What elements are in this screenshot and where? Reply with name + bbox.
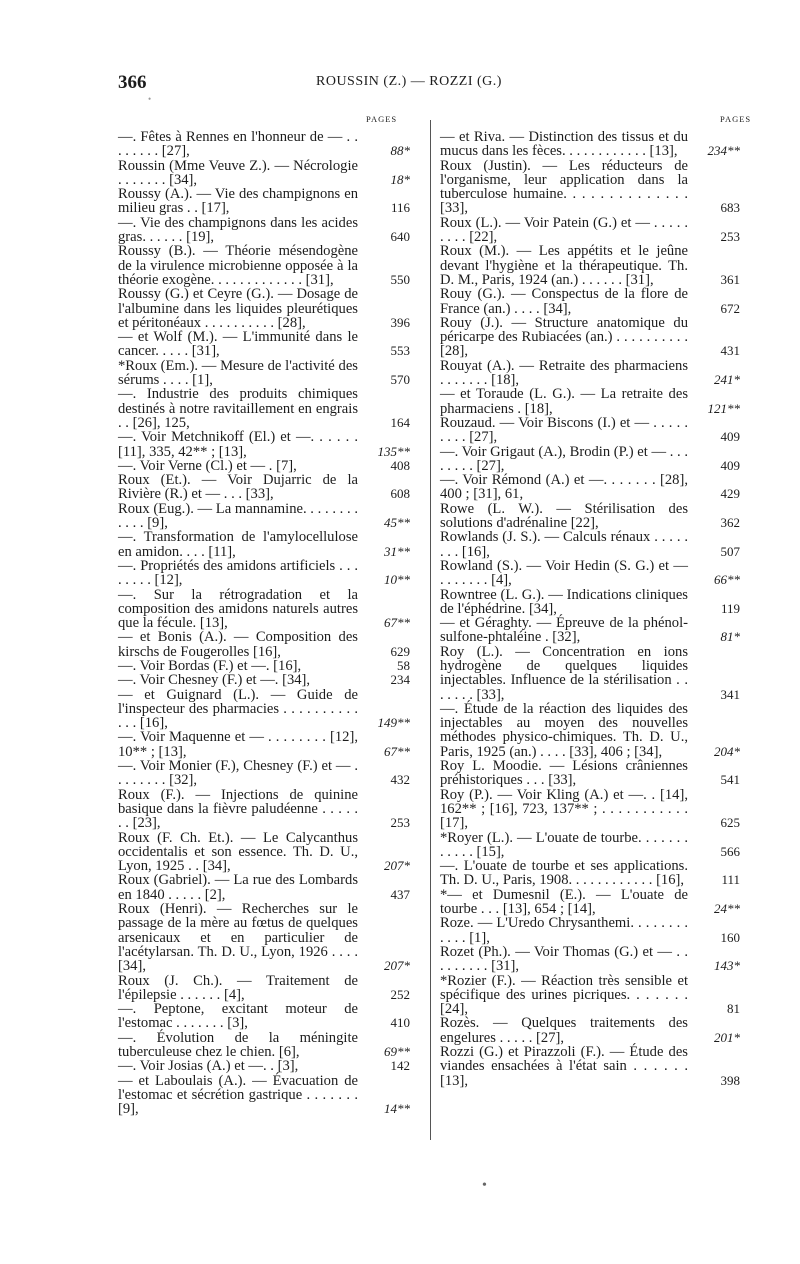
entry-page-ref: 31**	[384, 543, 410, 559]
entry-text: — et Bonis (A.). — Composition des kirschs de Fougerolles [16],	[118, 629, 358, 660]
entry-text: Roussy (B.). — Théorie mésendogène de la virulence microbienne opposée à la théorie exogène. . . . . . . . . . . . . [31],	[118, 243, 358, 288]
entry-page-ref: 409	[720, 457, 740, 473]
entry-page-ref: 683	[720, 200, 740, 216]
index-entry	[118, 902, 410, 973]
index-entry	[440, 287, 740, 316]
entry-page-ref: 201*	[714, 1029, 740, 1045]
entry-page-ref: 553	[390, 343, 410, 359]
entry-page-ref: 119	[720, 600, 740, 616]
index-entry	[440, 788, 740, 831]
entry-page-ref: 341	[720, 686, 740, 702]
entry-text: Rowntree (L. G.). — Indications cliniques de l'éphédrine. [34],	[440, 586, 688, 617]
entry-text: — et Laboulais (A.). — Évacuation de l'estomac et sécrétion gastrique . . . . . . . [9],	[118, 1072, 358, 1118]
entry-text: Rowlands (J. S.). — Calculs rénaux . . . . . . . . [16],	[440, 529, 688, 560]
footer-mark: •	[482, 1178, 487, 1193]
index-entry	[440, 316, 740, 359]
entry-text: Rouy (G.). — Conspectus de la flore de France (an.) . . . . [34],	[440, 286, 688, 317]
index-entry	[118, 759, 410, 788]
entry-text: Roussy (A.). — Vie des champignons en milieu gras . . [17],	[118, 186, 358, 217]
entry-text: Roze. — L'Uredo Chrysanthemi. . . . . . . . . . . . [1],	[440, 915, 688, 946]
entry-page-ref: 410	[390, 1015, 410, 1031]
entry-text: Roux (J. Ch.). — Traitement de l'épilepsie . . . . . . [4],	[118, 972, 358, 1003]
entry-text: Roux (Henri). — Recherches sur le passage de la mère au fœtus de quelques arsenicaux et en particulier de l'acétylarsan. Th. D. U., Lyon, 1926 . . . . [34],	[118, 901, 358, 975]
index-entry	[440, 831, 740, 860]
entry-page-ref: 361	[720, 271, 740, 287]
entry-page-ref: 160	[720, 929, 740, 945]
entry-page-ref: 143*	[714, 958, 740, 974]
entry-text: Rowland (S.). — Voir Hedin (S. G.) et — . . . . . . . [4],	[440, 557, 688, 589]
entry-page-ref: 437	[390, 886, 410, 902]
entry-text: —. Évolution de la méningite tuberculeuse chez le chien. [6],	[118, 1029, 358, 1060]
entry-page-ref: 66**	[714, 572, 740, 588]
entry-text: —. Propriétés des amidons artificiels . . . . . . . . [12],	[118, 557, 358, 589]
page-number: 366	[118, 72, 147, 93]
entry-page-ref: 18*	[390, 171, 410, 187]
entry-text: *— et Dumesnil (E.). — L'ouate de tourbe . . . [13], 654 ; [14],	[440, 886, 688, 918]
index-entry	[118, 1074, 410, 1117]
entry-page-ref: 69**	[384, 1044, 410, 1059]
entry-page-ref: 81*	[720, 629, 740, 645]
entry-page-ref: 207*	[384, 858, 410, 874]
entry-page-ref: 14**	[384, 1101, 410, 1117]
entry-text: —. Voir Bordas (F.) et —. [16],	[118, 657, 302, 674]
index-entry	[118, 1002, 410, 1031]
entry-text: *Rozier (F.). — Réaction très sensible et spécifique des urines picriques. . . . . . . [24],	[440, 972, 688, 1018]
running-head: ROUSSIN (Z.) — ROZZI (G.)	[316, 74, 502, 89]
index-entry	[440, 559, 740, 588]
entry-text: Rouyat (A.). — Retraite des pharmaciens . . . . . . . [18],	[440, 357, 688, 389]
index-entry	[118, 730, 410, 759]
entry-page-ref: 116	[390, 200, 410, 216]
index-entry	[440, 974, 740, 1017]
entry-text: —. Peptone, excitant moteur de l'estomac . . . . . . . [3],	[118, 1001, 358, 1032]
entry-page-ref: 111	[721, 872, 740, 888]
entry-page-ref: 164	[390, 414, 410, 430]
entry-text: —. Voir Verne (Cl.) et — . [7],	[118, 457, 297, 474]
entry-text: Roy (P.). — Voir Kling (A.) et —. . [14], 162** ; [16], 723, 137** ; . . . . . . . . . . . [17],	[440, 786, 688, 832]
index-entry	[440, 416, 740, 445]
index-entry	[118, 473, 410, 502]
index-entry	[118, 459, 410, 473]
entry-page-ref: 207*	[384, 958, 410, 974]
index-entry	[440, 645, 740, 702]
entry-text: —. Voir Maquenne et — . . . . . . . . [12], 10** ; [13],	[118, 729, 358, 760]
entry-page-ref: 408	[390, 457, 410, 473]
entry-text: Roux (L.). — Voir Patein (G.) et — . . . . . . . . . [22],	[440, 214, 688, 246]
index-entry	[440, 530, 740, 559]
entry-text: Roux (Gabriel). — La rue des Lombards en 1840 . . . . . [2],	[118, 872, 358, 903]
entry-text: Rozzi (G.) et Pirazzoli (F.). — Étude des viandes ensachées à l'état sain . . . . . . [13],	[440, 1044, 688, 1089]
entry-page-ref: 67**	[384, 615, 410, 631]
index-entry	[118, 287, 410, 330]
index-entry	[118, 330, 410, 359]
entry-page-ref: 142	[390, 1058, 410, 1074]
index-entry	[118, 559, 410, 588]
index-entry	[118, 530, 410, 559]
index-entry	[440, 859, 740, 888]
entry-page-ref: 81	[727, 1001, 740, 1017]
entry-text: —. Vie des champignons dans les acides gras. . . . . . [19],	[118, 214, 358, 246]
entry-text: Rozet (Ph.). — Voir Thomas (G.) et — . . . . . . . . . [31],	[440, 943, 688, 975]
entry-page-ref: 121**	[707, 400, 740, 416]
entry-text: Roux (Et.). — Voir Dujarric de la Rivière (R.) et — . . . [33],	[118, 472, 358, 503]
entry-page-ref: 88*	[390, 143, 410, 159]
entry-text: Roux (Eug.). — La mannamine. . . . . . . . . . . . [9],	[118, 500, 358, 532]
pages-label-right: PAGES	[720, 114, 752, 124]
entry-text: Roux (F. Ch. Et.). — Le Calycanthus occidentalis et son essence. Th. D. U., Lyon, 1925 . . [34],	[118, 829, 358, 875]
index-entry	[440, 387, 740, 416]
entry-page-ref: 204*	[714, 743, 740, 759]
index-entry	[118, 788, 410, 831]
entry-page-ref: 431	[720, 343, 740, 359]
entry-page-ref: 362	[720, 515, 740, 531]
index-entry	[440, 216, 740, 245]
entry-text: Roux (F.). — Injections de quinine basique dans la fièvre paludéenne . . . . . . . [23],	[118, 786, 358, 832]
index-entry	[440, 159, 740, 216]
entry-text: Roussin (Mme Veuve Z.). — Nécrologie . . . . . . . [34],	[118, 157, 358, 188]
index-entry	[440, 130, 740, 159]
index-entry	[118, 831, 410, 874]
index-entry	[440, 244, 740, 287]
entry-text: — et Toraude (L. G.). — La retraite des pharmaciens . [18],	[440, 386, 688, 417]
index-entry	[440, 616, 740, 645]
entry-text: — et Riva. — Distinction des tissus et du mucus dans les fèces. . . . . . . . . . . . [13],	[440, 129, 688, 160]
entry-page-ref: 672	[720, 300, 740, 316]
entry-page-ref: 24**	[714, 901, 740, 917]
entry-text: *Royer (L.). — L'ouate de tourbe. . . . . . . . . . . . [15],	[440, 829, 688, 860]
index-entry	[440, 502, 740, 531]
entry-page-ref: 550	[390, 271, 410, 287]
index-entry	[118, 1031, 410, 1060]
entry-text: —. Étude de la réaction des liquides des injectables au moyen des nouvelles méthodes physico-chimiques. Th. D. U., Paris, 1925 (an.) . . . . [33], 406 ; [34],	[440, 700, 688, 760]
entry-text: — et Géraghty. — Épreuve de la phénol-sulfone-phtaléine . [32],	[440, 615, 688, 646]
column-divider	[430, 120, 431, 1140]
entry-text: — et Guignard (L.). — Guide de l'inspecteur des pharmacies . . . . . . . . . . . . . [16],	[118, 686, 358, 732]
entry-text: —. Voir Josias (A.) et —. . [3],	[118, 1058, 299, 1075]
entry-page-ref: 10**	[384, 572, 410, 588]
entry-page-ref: 570	[390, 372, 410, 388]
entry-text: —. Voir Chesney (F.) et —. [34],	[118, 672, 311, 689]
entry-text: —. L'ouate de tourbe et ses applications. Th. D. U., Paris, 1908. . . . . . . . . . . . [16],	[440, 858, 688, 889]
entry-page-ref: 608	[390, 486, 410, 502]
entry-page-ref: 241*	[714, 372, 740, 388]
entry-text: Rouzaud. — Voir Biscons (I.) et — . . . . . . . . . [27],	[440, 414, 688, 446]
entry-text: —. Sur la rétrogradation et la composition des amidons naturels autres que la fécule. [13],	[118, 586, 358, 632]
index-entry	[118, 130, 410, 159]
index-entry	[118, 1059, 410, 1073]
left-column	[118, 130, 410, 1116]
entry-text: —. Transformation de l'amylocellulose en amidon. . . . [11],	[118, 529, 358, 560]
entry-text: —. Voir Rémond (A.) et —. . . . . . . [28], 400 ; [31], 61,	[440, 472, 688, 503]
entry-text: — et Wolf (M.). — L'immunité dans le cancer. . . . . [31],	[118, 329, 358, 360]
index-entry	[118, 430, 410, 459]
entry-text: Roussy (G.) et Ceyre (G.). — Dosage de l'albumine dans les liquides pleurétiques et péritonéaux . . . . . . . . . . [28],	[118, 286, 358, 331]
entry-page-ref: 429	[720, 486, 740, 502]
entry-page-ref: 507	[720, 543, 740, 559]
entry-text: Rozès. — Quelques traitements des engelures . . . . . [27],	[440, 1015, 688, 1046]
index-entry	[118, 588, 410, 631]
entry-text: —. Voir Metchnikoff (El.) et —. . . . . . [11], 335, 42** ; [13],	[118, 429, 358, 460]
index-entry	[440, 1016, 740, 1045]
entry-page-ref: 253	[720, 229, 740, 245]
entry-text: Roux (M.). — Les appétits et le jeûne devant l'hygiène et la thérapeutique. Th. D. M., Paris, 1924 (an.) . . . . . . [31],	[440, 243, 688, 288]
pages-label-left: PAGES	[366, 114, 398, 124]
index-entry	[440, 945, 740, 974]
index-entry	[118, 873, 410, 902]
index-entry	[440, 702, 740, 759]
entry-text: Roux (Justin). — Les réducteurs de l'organisme, leur application dans la tuberculose humaine. . . . . . . . . . . . . . [33],	[440, 157, 688, 217]
index-entry	[118, 244, 410, 287]
entry-text: *Roux (Em.). — Mesure de l'activité des sérums . . . . [1],	[118, 357, 358, 389]
entry-page-ref: 625	[720, 815, 740, 831]
index-entry	[118, 159, 410, 188]
entry-page-ref: 566	[720, 843, 740, 859]
entry-page-ref: 58	[397, 657, 410, 673]
entry-page-ref: 396	[390, 314, 410, 330]
entry-page-ref: 432	[390, 772, 410, 788]
index-entry	[118, 630, 410, 659]
index-entry	[440, 588, 740, 617]
entry-page-ref: 409	[720, 429, 740, 445]
entry-text: —. Industrie des produits chimiques destinés à notre ravitaillement en engrais . . [26], 125,	[118, 386, 358, 431]
index-entry	[118, 659, 410, 673]
index-entry	[118, 974, 410, 1003]
index-entry	[118, 688, 410, 731]
index-entry	[440, 759, 740, 788]
entry-text: Roy L. Moodie. — Lésions crâniennes préhistoriques . . . [33],	[440, 758, 688, 789]
index-entry	[118, 387, 410, 430]
entry-page-ref: 629	[390, 643, 410, 659]
index-entry	[118, 216, 410, 245]
entry-page-ref: 45**	[384, 515, 410, 531]
entry-page-ref: 149**	[377, 715, 410, 731]
entry-text: Roy (L.). — Concentration en ions hydrogène de quelques liquides injectables. Influence de la stérilisation . . . . . . . [33],	[440, 643, 688, 703]
entry-text: Rouy (J.). — Structure anatomique du péricarpe des Rubiacées (an.) . . . . . . . . . . [28],	[440, 314, 688, 360]
index-entry	[440, 888, 740, 917]
entry-text: —. Voir Monier (F.), Chesney (F.) et — . . . . . . . . [32],	[118, 758, 358, 789]
entry-page-ref: 253	[390, 815, 410, 831]
entry-text: Rowe (L. W.). — Stérilisation des solutions d'adrénaline [22],	[440, 500, 688, 532]
index-entry	[440, 359, 740, 388]
index-entry	[118, 673, 410, 687]
index-entry	[440, 916, 740, 945]
entry-page-ref: 252	[390, 986, 410, 1002]
index-entry	[440, 445, 740, 474]
entry-page-ref: 541	[720, 772, 740, 788]
entry-page-ref: 67**	[384, 743, 410, 759]
entry-page-ref: 640	[390, 229, 410, 245]
index-entry	[440, 473, 740, 502]
index-entry	[440, 1045, 740, 1088]
index-entry	[118, 187, 410, 216]
entry-text: —. Voir Grigaut (A.), Brodin (P.) et — . . . . . . . . [27],	[440, 443, 688, 474]
small-mark: •	[148, 94, 152, 104]
index-entry	[118, 359, 410, 388]
entry-text: —. Fêtes à Rennes en l'honneur de — . . . . . . . . [27],	[118, 129, 358, 160]
entry-page-ref: 234	[390, 672, 410, 688]
entry-page-ref: 135**	[377, 443, 410, 459]
right-column	[440, 130, 740, 1088]
index-entry	[118, 502, 410, 531]
entry-page-ref: 398	[720, 1072, 740, 1088]
entry-page-ref: 234**	[707, 143, 740, 159]
